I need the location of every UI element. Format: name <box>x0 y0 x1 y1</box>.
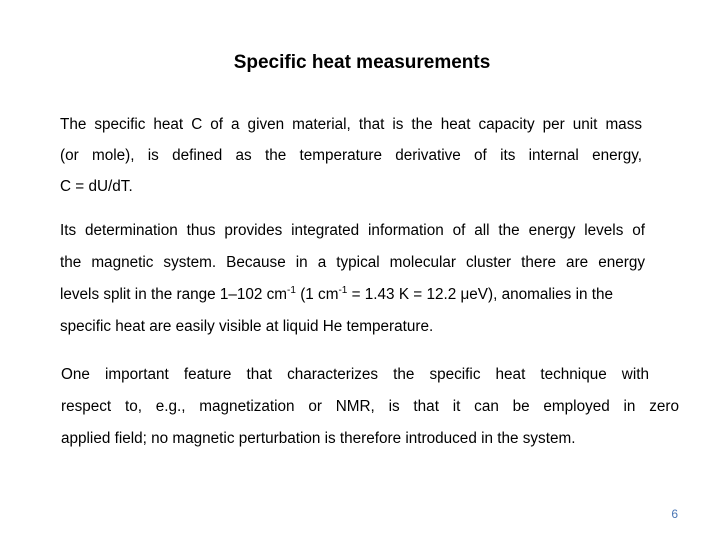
text-line: applied field; no magnetic perturbation is therefore introduced in the system. <box>61 430 576 447</box>
text-line: The specific heat C of a given material, that is the heat capacity per unit mass <box>60 116 642 133</box>
page-number: 6 <box>671 507 678 521</box>
text-line: One important feature that characterizes the specific heat technique with <box>61 366 649 383</box>
text-line: the magnetic system. Because in a typical molecular cluster there are energy <box>60 254 645 271</box>
text-segment: = 1.43 K = 12.2 μeV), anomalies in the <box>347 286 613 303</box>
text-line: specific heat are easily visible at liquid He temperature. <box>60 318 434 335</box>
text-segment: levels split in the range 1–102 cm <box>60 286 288 303</box>
text-line: (or mole), is defined as the temperature derivative of its internal energy, <box>60 147 642 164</box>
text-segment: (1 cm <box>295 286 339 303</box>
superscript: -1 <box>287 285 296 296</box>
text-line: respect to, e.g., magnetization or NMR, is that it can be employed in zero <box>61 398 679 415</box>
superscript: -1 <box>338 285 348 296</box>
text-line <box>60 286 613 304</box>
text-line: C = dU/dT. <box>60 178 133 195</box>
slide-title: Specific heat measurements <box>233 52 491 73</box>
text-line: Its determination thus provides integrated information of all the energy levels of <box>60 222 645 239</box>
